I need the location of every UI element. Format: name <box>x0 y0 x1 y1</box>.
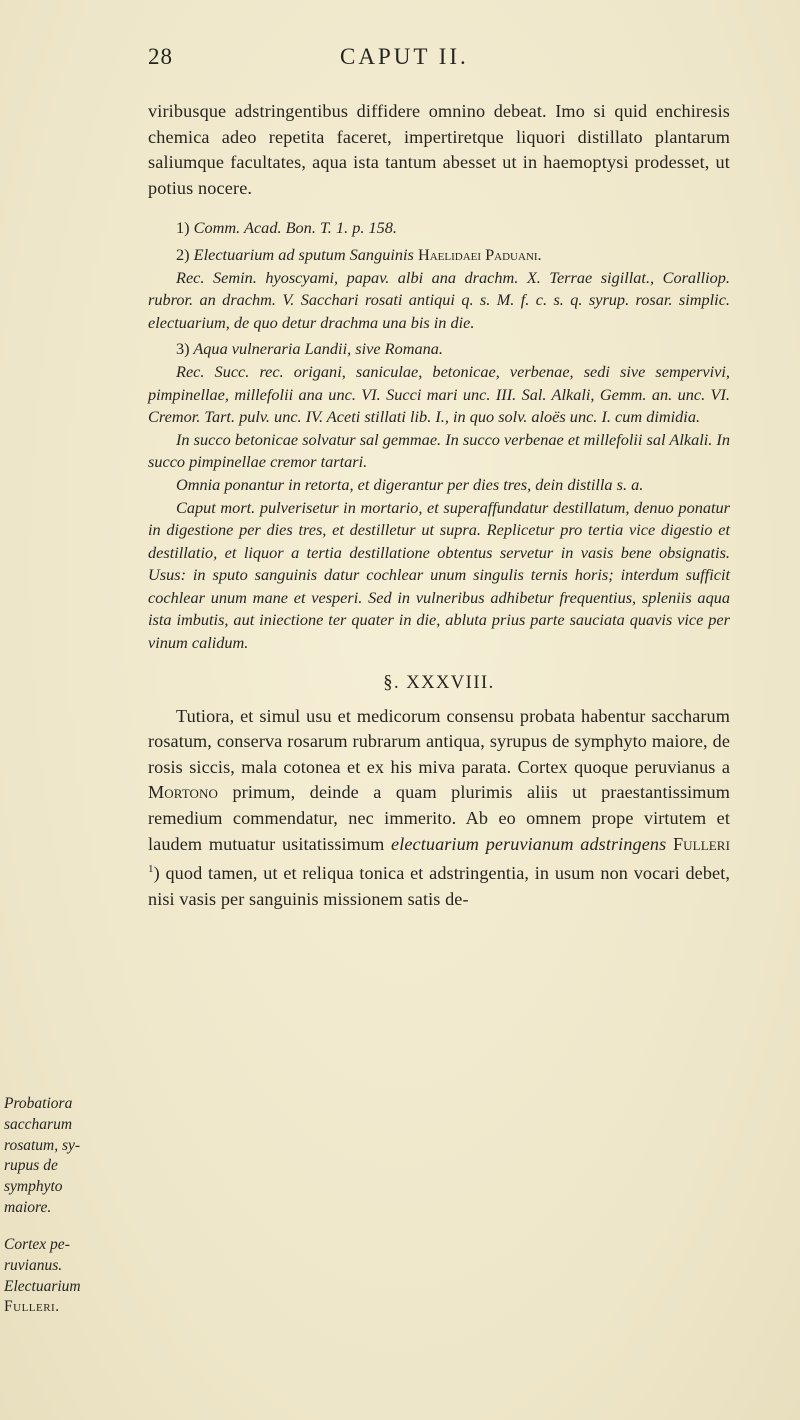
page-number: 28 <box>148 44 173 69</box>
footnote-2-author: Haelidaei Paduani. <box>417 244 542 264</box>
author-name-mortono: Mortono <box>148 782 219 803</box>
marginal-note-cortex <box>4 1235 140 1318</box>
footnote-mark: 1 <box>148 863 154 876</box>
running-title: CAPUT II. <box>340 44 469 69</box>
main-text-column <box>148 99 730 912</box>
margin-line: rosatum, sy- <box>4 1136 81 1154</box>
margin-line: Electuarium <box>4 1277 81 1295</box>
footnote-3-para-4: Caput mort. pulverisetur in mortario, et superaffundatur destillatum, denuo ponatur in digestione per dies tres, et destilletur ut supra. Replicetur pro tertia vice digestio et destillatio, et liquor a tertia destillatione obtentus servetur in vasis bene obsignatis. Usus: in sputo sanguinis datur cochlear unum singulis ternis horis; interdum sufficit cochlear unum mane et vesperi. Sed in vulneribus adhibetur frequentius, spleniis aqua ista imbutis, aut iniectione ter quater in die, abluta prius parte sauciata quavis vice per vinum calidum. <box>148 497 730 653</box>
intro-paragraph: viribusque adstringentibus diffidere omnino debeat. Imo si quid enchiresis chemica adeo repetita faceret, impertiretque liquori distillato plantarum saliumque facultates, aqua ista tantum abesset ut in haemoptysi prodesset, ut potius nocere. <box>148 101 730 198</box>
footnote-2-number: 2) <box>176 244 190 264</box>
page-header <box>0 44 800 74</box>
main-paragraph <box>148 704 730 913</box>
footnote-2-recipe: Rec. Semin. hyoscyami, papav. albi ana drachm. X. Terrae sigillat., Coralliор. rubror. an drachm. V. Sacchari rosati antiqui q. s. M. f. c. s. q. syrup. rosar. simplic. electuarium, de quo detur drachma una bis in die. <box>148 267 730 332</box>
footnote-2-title: Electuarium ad sputum Sanguinis <box>193 244 414 264</box>
footnote-1-number: 1) <box>176 218 190 238</box>
footnote-1 <box>148 217 730 240</box>
footnote-3 <box>148 338 730 361</box>
main-paragraph-part-1: Tutiora, et simul usu et medicorum consensu probata habentur saccharum rosatum, conserva rosarum rubrarum antiqua, syrupus de symphyto maiore, de rosis siccis, mala cotonea et ex his miva parata. Cortex quoque peruvianus a <box>148 705 730 777</box>
main-paragraph-part-2: primum, deinde a quam plurimis aliis ut praestantissimum remedium commendatur, nec immerito. Ab eo omnem prope virtutem et laudem mutuatur usitatissimum <box>148 782 730 854</box>
margin-line-author: Fulleri. <box>4 1298 60 1316</box>
electuarium-title: electuarium peruvianum adstringens <box>391 833 667 854</box>
margin-line: maiore. <box>4 1198 52 1216</box>
section-heading: §. XXXVIII. <box>383 672 495 693</box>
margin-line: ruvianus. <box>4 1256 63 1274</box>
footnote-2 <box>148 244 730 267</box>
footnote-3-para-2: In succo betonicae solvatur sal gemmae. In succo verbenae et millefolii sal Alkali. In succo pimpinellae cremor tartari. <box>148 429 730 472</box>
footnote-3-para-3: Omnia ponantur in retorta, et digerantur per dies tres, dein distilla s. a. <box>176 474 644 494</box>
footnote-3-number: 3) <box>176 339 190 359</box>
footnote-1-text: Comm. Acad. Bon. T. 1. p. 158. <box>193 218 398 238</box>
margin-line: rupus de <box>4 1157 58 1175</box>
margin-line: symphyto <box>4 1178 63 1196</box>
author-name-fulleri: Fulleri <box>672 833 730 854</box>
margin-line: Cortex pe- <box>4 1236 70 1253</box>
footnote-3-recipe: Rec. Succ. rec. origani, saniculae, betonicae, verbenae, sedi sive sempervivi, pimpinellae, millefolii ana unc. VI. Succi mari unc. III. Sal. Alkali, Gemm. an. unc. VI. Cremor. Tart. pulv. unc. IV. Aceti stillati lib. I., in quo solv. aloës unc. I. cum dimidia. <box>148 361 730 427</box>
margin-line: Probatiora <box>4 1095 73 1112</box>
marginal-note-probatiora <box>4 1094 140 1219</box>
main-paragraph-part-3: ) quod tamen, ut et reliqua tonica et adstringentia, in usum non vocari debet, nisi vasis per sanguinis missionem satis de- <box>148 863 730 909</box>
footnote-3-title: Aqua vulneraria Landii, sive Romana. <box>193 339 443 359</box>
margin-line: saccharum <box>4 1115 73 1133</box>
